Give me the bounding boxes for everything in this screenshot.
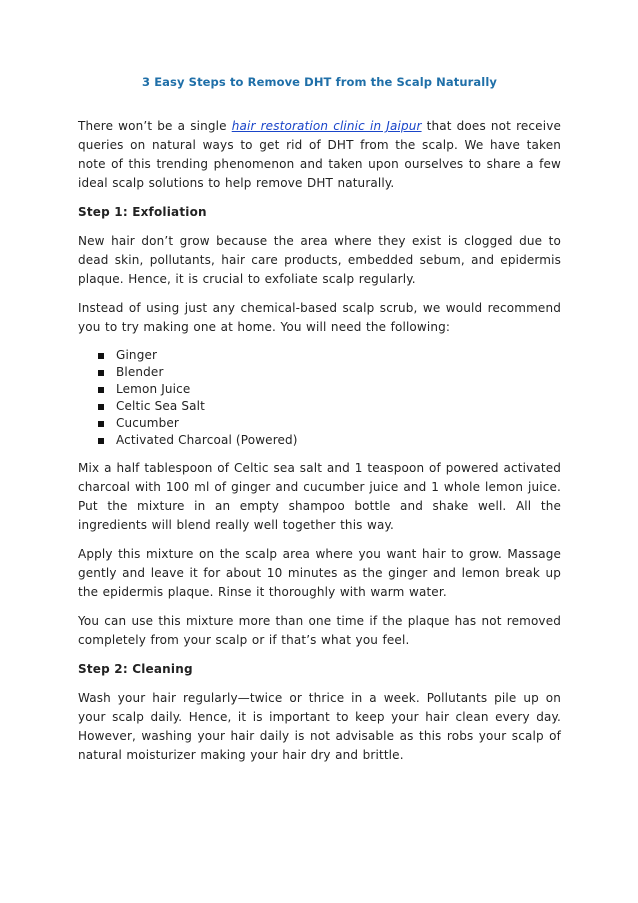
bullet-icon <box>98 370 104 376</box>
step1-paragraph-5: You can use this mixture more than one time if the plaque has not removed completely from your scalp or if that’s what you feel. <box>78 614 561 647</box>
bullet-icon <box>98 438 104 444</box>
step1-paragraph-3: Mix a half tablespoon of Celtic sea salt and 1 teaspoon of powered activated charcoal with 100 ml of ginger and cucumber juice and 1 whole lemon juice. Put the mixture in an empty shampoo bottle and shake well. All the ingredients will blend really well together this way. <box>78 461 561 532</box>
hair-restoration-link[interactable]: hair restoration clinic in Jaipur <box>231 119 422 133</box>
list-item-label: Cucumber <box>116 416 180 430</box>
step1-paragraph-2: Instead of using just any chemical-based scalp scrub, we would recommend you to try making one at home. You will need the following: <box>78 301 561 334</box>
list-item <box>98 364 561 381</box>
list-item-label: Lemon Juice <box>116 382 191 396</box>
list-item <box>98 398 561 415</box>
list-item-label: Celtic Sea Salt <box>116 399 205 413</box>
document-page <box>78 74 561 775</box>
bullet-icon <box>98 404 104 410</box>
intro-text-before: There won’t be a single <box>78 119 232 133</box>
step1-heading: Step 1: Exfoliation <box>78 205 207 219</box>
step2-paragraph-1: Wash your hair regularly—twice or thrice in a week. Pollutants pile up on your scalp daily. Hence, it is important to keep your hair clean every day. However, washing your hair daily is not advisable as this robs your scalp of natural moisturizer making your hair dry and brittle. <box>78 691 561 762</box>
step2-heading: Step 2: Cleaning <box>78 662 193 676</box>
bullet-icon <box>98 421 104 427</box>
list-item-label: Blender <box>116 365 164 379</box>
ingredients-list <box>78 347 561 449</box>
list-item-label: Activated Charcoal (Powered) <box>116 433 298 447</box>
bullet-icon <box>98 387 104 393</box>
document-title: 3 Easy Steps to Remove DHT from the Scalp Naturally <box>142 75 497 89</box>
step1-paragraph-4: Apply this mixture on the scalp area where you want hair to grow. Massage gently and leave it for about 10 minutes as the ginger and lemon break up the epidermis plaque. Rinse it thoroughly with warm water. <box>78 547 561 599</box>
step1-paragraph-1: New hair don’t grow because the area where they exist is clogged due to dead skin, pollutants, hair care products, embedded sebum, and epidermis plaque. Hence, it is crucial to exfoliate scalp regularly. <box>78 234 561 286</box>
list-item <box>98 381 561 398</box>
intro-text-after: that does not receive queries on natural ways to get rid of DHT from the scalp. We have taken note of this trending phenomenon and taken upon ourselves to share a few ideal scalp solutions to help remove DHT naturally. <box>78 119 561 190</box>
list-item <box>98 415 561 432</box>
list-item-label: Ginger <box>116 348 158 362</box>
bullet-icon <box>98 353 104 359</box>
intro-paragraph <box>78 117 561 193</box>
list-item <box>98 432 561 449</box>
list-item <box>98 347 561 364</box>
